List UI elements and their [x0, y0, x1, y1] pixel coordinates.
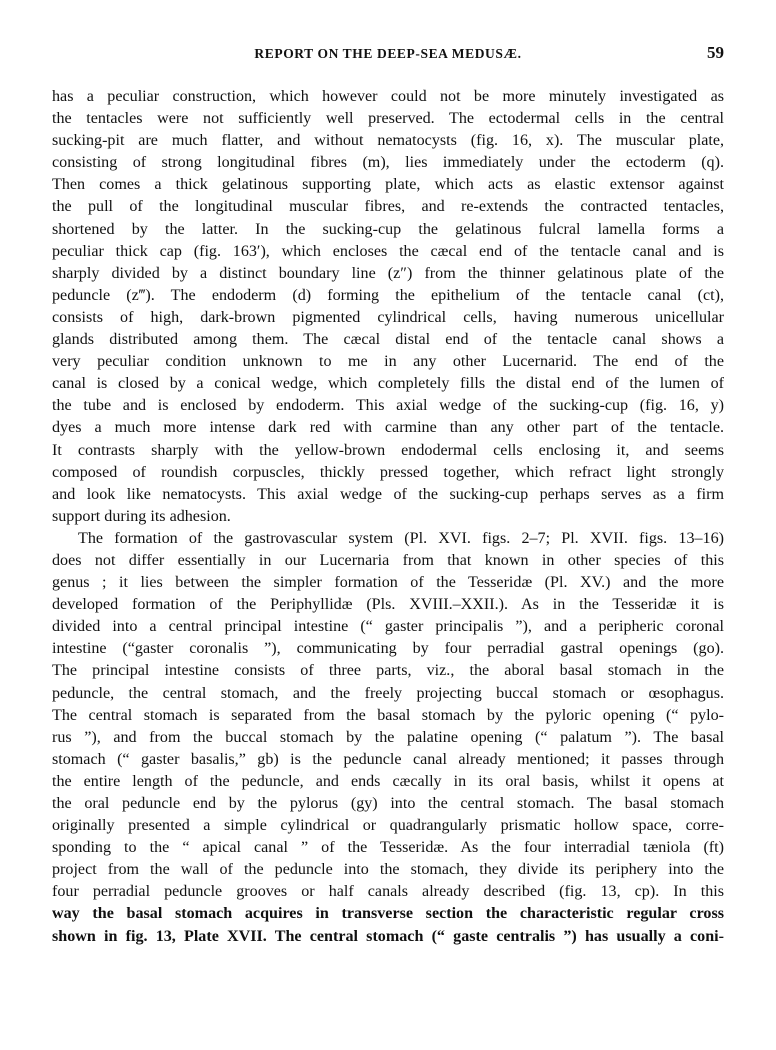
text-line: the entire length of the peduncle, and ends cæcally in its oral basis, whilst it opens at: [52, 772, 724, 790]
text-line: very peculiar condition unknown to me in any other Lucernarid. The end of the: [52, 353, 724, 371]
text-line: the tube and is enclosed by endoderm. This axial wedge of the sucking-cup (fig. 16, y): [52, 397, 724, 415]
body-text: [52, 86, 724, 948]
text-line: shown in fig. 13, Plate XVII. The central stomach (“ gaste centralis ”) has usually a coni-: [52, 927, 724, 945]
text-line: consisting of strong longitudinal fibres (m), lies immediately under the ectoderm (q).: [52, 154, 724, 172]
text-line: the tentacles were not sufficiently well preserved. The ectodermal cells in the central: [52, 110, 724, 128]
text-line: sponding to the “ apical canal ” of the Tesseridæ. As the four interradial tæniola (ft): [52, 839, 724, 857]
text-line: project from the wall of the peduncle into the stomach, they divide its periphery into the: [52, 861, 724, 879]
page-header: [52, 43, 724, 68]
text-line: genus ; it lies between the simpler formation of the Tesseridæ (Pl. XV.) and the more: [52, 574, 724, 592]
text-line: The central stomach is separated from the basal stomach by the pyloric opening (“ pylo-: [52, 706, 724, 724]
text-line: peculiar thick cap (fig. 163′), which encloses the cæcal end of the tentacle canal and is: [52, 242, 724, 260]
text-line: sharply divided by a distinct boundary line (z″) from the thinner gelatinous plate of the: [52, 264, 724, 282]
text-line: shortened by the latter. In the sucking-cup the gelatinous fulcral lamella forms a: [52, 220, 724, 238]
text-line: has a peculiar construction, which however could not be more minutely investigated as: [52, 88, 724, 105]
text-line: intestine (“gaster coronalis ”), communicating by four perradial gastral openings (go).: [52, 640, 724, 658]
text-line: the oral peduncle end by the pylorus (gy) into the central stomach. The basal stomach: [52, 795, 724, 812]
text-line: support during its adhesion.: [52, 507, 231, 525]
text-line: originally presented a simple cylindrical or quadrangularly prismatic hollow space, corre-: [52, 817, 724, 835]
text-line: consists of high, dark-brown pigmented cylindrical cells, having numerous unicellular: [52, 308, 724, 326]
text-line: rus ”), and from the buccal stomach by the palatine opening (“ palatum ”). The basal: [52, 728, 724, 746]
text-line: four perradial peduncle grooves or half canals already described (fig. 13, cp). In this: [52, 883, 724, 901]
text-line: developed formation of the Periphyllidæ (Pls. XVIII.–XXII.). As in the Tesseridæ it is: [52, 596, 724, 614]
text-line: and look like nematocysts. This axial wedge of the sucking-cup perhaps serves as a firm: [52, 485, 724, 503]
text-line: divided into a central principal intestine (“ gaster principalis ”), and a peripheric coronal: [52, 618, 724, 636]
text-line: the pull of the longitudinal muscular fibres, and re-extends the contracted tentacles,: [52, 198, 724, 216]
text-line: The principal intestine consists of three parts, viz., the aboral basal stomach in the: [52, 662, 724, 680]
text-line: stomach (“ gaster basalis,” gb) is the peduncle canal already mentioned; it passes through: [52, 750, 724, 768]
text-line: composed of roundish corpuscles, thickly pressed together, which refract light strongly: [52, 463, 724, 481]
text-line: peduncle (z‴). The endoderm (d) forming the epithelium of the tentacle canal (ct),: [52, 286, 724, 304]
text-line: peduncle, the central stomach, and the freely projecting buccal stomach or œsophagus.: [52, 684, 724, 702]
text-line: canal is closed by a conical wedge, which completely fills the distal end of the lumen of: [52, 375, 724, 393]
text-line: It contrasts sharply with the yellow-brown endodermal cells enclosing it, and seems: [52, 441, 724, 459]
text-line: dyes a much more intense dark red with carmine than any other part of the tentacle.: [52, 419, 724, 437]
text-line: sucking-pit are much flatter, and without nematocysts (fig. 16, x). The muscular plate,: [52, 132, 724, 150]
text-line: Then comes a thick gelatinous supporting plate, which acts as elastic extensor against: [52, 176, 724, 194]
running-title: REPORT ON THE DEEP-SEA MEDUSÆ.: [254, 46, 522, 61]
text-line: The formation of the gastrovascular system (Pl. XVI. figs. 2–7; Pl. XVII. figs. 13–16): [78, 529, 724, 547]
text-line: glands distributed among them. The cæcal distal end of the tentacle canal shows a: [52, 331, 724, 349]
text-line: does not differ essentially in our Lucernaria from that known in other species of this: [52, 551, 724, 569]
text-line: way the basal stomach acquires in transverse section the characteristic regular cross: [52, 905, 724, 923]
page-number: 59: [707, 43, 724, 62]
